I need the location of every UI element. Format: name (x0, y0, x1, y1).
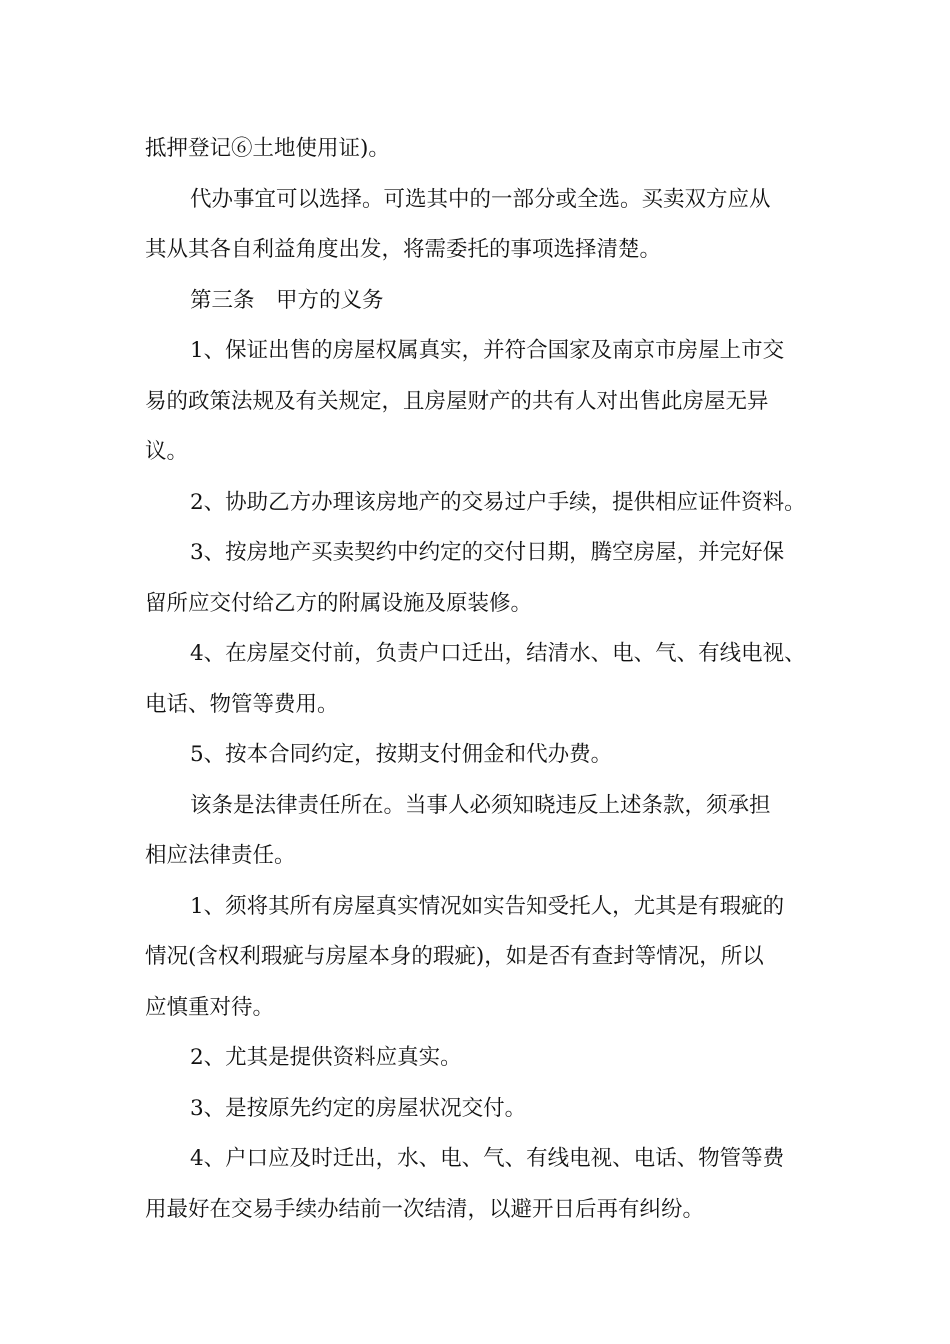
text-line: 电话、物管等费用。 (145, 692, 339, 717)
text-line: 应慎重对待。 (145, 995, 275, 1020)
text-line: 4、户口应及时迁出，水、电、气、有线电视、电话、物管等费 (190, 1146, 785, 1171)
text-line: 其从其各自利益角度出发，将需委托的事项选择清楚。 (145, 237, 662, 262)
text-line: 3、按房地产买卖契约中约定的交付日期，腾空房屋，并完好保 (190, 540, 785, 565)
text-line: 5、按本合同约定，按期支付佣金和代办费。 (190, 742, 613, 767)
text-line: 2、尤其是提供资料应真实。 (190, 1045, 462, 1070)
text-line: 4、在房屋交付前，负责户口迁出，结清水、电、气、有线电视、 (190, 641, 806, 666)
text-line: 用最好在交易手续办结前一次结清，以避开日后再有纠纷。 (145, 1197, 705, 1222)
text-line: 留所应交付给乙方的附属设施及原装修。 (145, 591, 533, 616)
section-heading: 第三条 甲方的义务 (190, 288, 384, 313)
text-line: 1、须将其所有房屋真实情况如实告知受托人，尤其是有瑕疵的 (190, 894, 785, 919)
text-line: 3、是按原先约定的房屋状况交付。 (190, 1096, 527, 1121)
text-line: 易的政策法规及有关规定，且房屋财产的共有人对出售此房屋无异 (145, 389, 769, 414)
text-line: 抵押登记⑥土地使用证)。 (145, 136, 390, 161)
text-line: 1、保证出售的房屋权属真实，并符合国家及南京市房屋上市交 (190, 338, 785, 363)
text-line: 相应法律责任。 (145, 843, 296, 868)
text-line: 代办事宜可以选择。可选其中的一部分或全选。买卖双方应从 (190, 187, 771, 212)
text-line: 2、协助乙方办理该房地产的交易过户手续，提供相应证件资料。 (190, 490, 806, 515)
text-line: 该条是法律责任所在。当事人必须知晓违反上述条款，须承担 (190, 793, 771, 818)
text-line: 情况(含权利瑕疵与房屋本身的瑕疵)，如是否有查封等情况，所以 (145, 944, 764, 969)
text-line: 议。 (145, 439, 189, 464)
